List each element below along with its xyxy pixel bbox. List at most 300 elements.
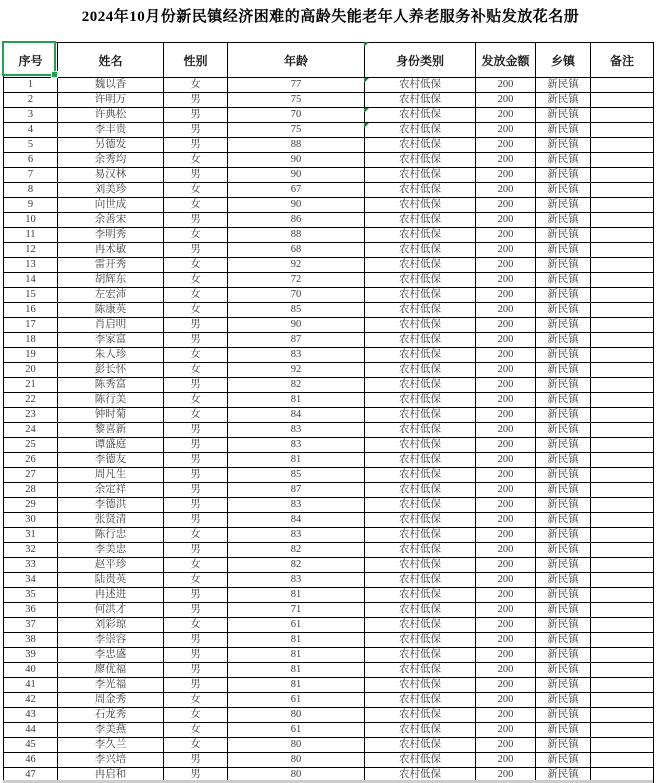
cell-town[interactable]: 新民镇 [536, 318, 591, 333]
cell-identity-type[interactable]: 农村低保 [365, 483, 476, 498]
cell-name[interactable]: 彭长怀 [58, 363, 164, 378]
cell-index[interactable]: 9 [4, 198, 58, 213]
cell-remark[interactable] [591, 393, 654, 408]
cell-remark[interactable] [591, 108, 654, 123]
cell-identity-type[interactable]: 农村低保 [365, 753, 476, 768]
cell-age[interactable]: 88 [228, 228, 365, 243]
cell-index[interactable]: 36 [4, 603, 58, 618]
cell-amount[interactable]: 200 [476, 438, 536, 453]
cell-identity-type[interactable]: 农村低保 [365, 663, 476, 678]
cell-town[interactable]: 新民镇 [536, 753, 591, 768]
cell-town[interactable]: 新民镇 [536, 768, 591, 783]
cell-age[interactable]: 87 [228, 333, 365, 348]
cell-name[interactable]: 李美燕 [58, 723, 164, 738]
cell-index[interactable]: 45 [4, 738, 58, 753]
cell-gender[interactable]: 男 [164, 438, 228, 453]
cell-name[interactable]: 赵平珍 [58, 558, 164, 573]
cell-gender[interactable]: 女 [164, 348, 228, 363]
cell-name[interactable]: 李兴培 [58, 753, 164, 768]
cell-identity-type[interactable]: 农村低保 [365, 228, 476, 243]
cell-index[interactable]: 19 [4, 348, 58, 363]
cell-remark[interactable] [591, 738, 654, 753]
cell-remark[interactable] [591, 678, 654, 693]
cell-identity-type[interactable]: 农村低保 [365, 408, 476, 423]
cell-identity-type[interactable]: 农村低保 [365, 333, 476, 348]
cell-town[interactable]: 新民镇 [536, 123, 591, 138]
cell-town[interactable]: 新民镇 [536, 408, 591, 423]
cell-name[interactable]: 许明万 [58, 93, 164, 108]
cell-name[interactable]: 易汉林 [58, 168, 164, 183]
cell-name[interactable]: 刘彩琼 [58, 618, 164, 633]
cell-amount[interactable]: 200 [476, 168, 536, 183]
cell-index[interactable]: 3 [4, 108, 58, 123]
cell-remark[interactable] [591, 123, 654, 138]
cell-identity-type[interactable]: 农村低保 [365, 498, 476, 513]
cell-remark[interactable] [591, 408, 654, 423]
cell-age[interactable]: 61 [228, 723, 365, 738]
column-header-town[interactable]: 乡镇 [536, 43, 591, 78]
cell-amount[interactable]: 200 [476, 633, 536, 648]
cell-gender[interactable]: 女 [164, 723, 228, 738]
cell-age[interactable]: 85 [228, 303, 365, 318]
cell-town[interactable]: 新民镇 [536, 453, 591, 468]
cell-town[interactable]: 新民镇 [536, 303, 591, 318]
cell-name[interactable]: 陈行美 [58, 393, 164, 408]
cell-gender[interactable]: 男 [164, 588, 228, 603]
cell-amount[interactable]: 200 [476, 648, 536, 663]
cell-gender[interactable]: 女 [164, 258, 228, 273]
cell-town[interactable]: 新民镇 [536, 678, 591, 693]
cell-town[interactable]: 新民镇 [536, 93, 591, 108]
cell-gender[interactable]: 男 [164, 423, 228, 438]
cell-age[interactable]: 83 [228, 528, 365, 543]
cell-name[interactable]: 李久兰 [58, 738, 164, 753]
cell-age[interactable]: 72 [228, 273, 365, 288]
cell-amount[interactable]: 200 [476, 768, 536, 783]
cell-gender[interactable]: 男 [164, 483, 228, 498]
cell-gender[interactable]: 男 [164, 633, 228, 648]
cell-gender[interactable]: 女 [164, 573, 228, 588]
cell-age[interactable]: 82 [228, 543, 365, 558]
cell-identity-type[interactable]: 农村低保 [365, 543, 476, 558]
cell-gender[interactable]: 女 [164, 708, 228, 723]
column-header-gender[interactable]: 性别 [164, 43, 228, 78]
cell-town[interactable]: 新民镇 [536, 723, 591, 738]
cell-gender[interactable]: 男 [164, 663, 228, 678]
cell-amount[interactable]: 200 [476, 573, 536, 588]
cell-remark[interactable] [591, 228, 654, 243]
cell-amount[interactable]: 200 [476, 123, 536, 138]
cell-remark[interactable] [591, 348, 654, 363]
cell-remark[interactable] [591, 588, 654, 603]
cell-index[interactable]: 7 [4, 168, 58, 183]
cell-remark[interactable] [591, 648, 654, 663]
cell-name[interactable]: 许典松 [58, 108, 164, 123]
cell-remark[interactable] [591, 543, 654, 558]
cell-identity-type[interactable]: 农村低保 [365, 153, 476, 168]
cell-town[interactable]: 新民镇 [536, 243, 591, 258]
cell-index[interactable]: 44 [4, 723, 58, 738]
cell-age[interactable]: 80 [228, 753, 365, 768]
cell-town[interactable]: 新民镇 [536, 273, 591, 288]
cell-index[interactable]: 6 [4, 153, 58, 168]
cell-remark[interactable] [591, 468, 654, 483]
cell-age[interactable]: 82 [228, 558, 365, 573]
cell-index[interactable]: 23 [4, 408, 58, 423]
cell-remark[interactable] [591, 603, 654, 618]
cell-amount[interactable]: 200 [476, 363, 536, 378]
cell-town[interactable]: 新民镇 [536, 693, 591, 708]
cell-age[interactable]: 83 [228, 573, 365, 588]
cell-remark[interactable] [591, 93, 654, 108]
cell-age[interactable]: 90 [228, 153, 365, 168]
cell-age[interactable]: 75 [228, 123, 365, 138]
cell-town[interactable]: 新民镇 [536, 738, 591, 753]
cell-age[interactable]: 80 [228, 768, 365, 783]
cell-gender[interactable]: 男 [164, 543, 228, 558]
cell-gender[interactable]: 男 [164, 93, 228, 108]
cell-index[interactable]: 25 [4, 438, 58, 453]
cell-town[interactable]: 新民镇 [536, 588, 591, 603]
cell-gender[interactable]: 男 [164, 678, 228, 693]
cell-name[interactable]: 左宏沛 [58, 288, 164, 303]
cell-index[interactable]: 17 [4, 318, 58, 333]
cell-gender[interactable]: 女 [164, 303, 228, 318]
cell-town[interactable]: 新民镇 [536, 288, 591, 303]
cell-gender[interactable]: 男 [164, 453, 228, 468]
cell-age[interactable]: 81 [228, 633, 365, 648]
cell-age[interactable]: 70 [228, 108, 365, 123]
cell-amount[interactable]: 200 [476, 468, 536, 483]
cell-index[interactable]: 33 [4, 558, 58, 573]
cell-remark[interactable] [591, 423, 654, 438]
cell-remark[interactable] [591, 528, 654, 543]
cell-amount[interactable]: 200 [476, 333, 536, 348]
cell-gender[interactable]: 男 [164, 768, 228, 783]
cell-identity-type[interactable]: 农村低保 [365, 213, 476, 228]
cell-identity-type[interactable]: 农村低保 [365, 468, 476, 483]
cell-remark[interactable] [591, 513, 654, 528]
cell-index[interactable]: 43 [4, 708, 58, 723]
cell-amount[interactable]: 200 [476, 393, 536, 408]
cell-identity-type[interactable]: 农村低保 [365, 138, 476, 153]
cell-remark[interactable] [591, 723, 654, 738]
cell-name[interactable]: 李忠盛 [58, 648, 164, 663]
cell-name[interactable]: 陈康英 [58, 303, 164, 318]
cell-town[interactable]: 新民镇 [536, 483, 591, 498]
cell-remark[interactable] [591, 498, 654, 513]
cell-town[interactable]: 新民镇 [536, 498, 591, 513]
cell-identity-type[interactable]: 农村低保 [365, 603, 476, 618]
cell-age[interactable]: 92 [228, 363, 365, 378]
cell-age[interactable]: 67 [228, 183, 365, 198]
cell-index[interactable]: 16 [4, 303, 58, 318]
cell-town[interactable]: 新民镇 [536, 573, 591, 588]
cell-index[interactable]: 34 [4, 573, 58, 588]
cell-identity-type[interactable]: 农村低保 [365, 423, 476, 438]
cell-remark[interactable] [591, 333, 654, 348]
cell-town[interactable]: 新民镇 [536, 258, 591, 273]
cell-remark[interactable] [591, 243, 654, 258]
cell-identity-type[interactable]: 农村低保 [365, 708, 476, 723]
cell-town[interactable]: 新民镇 [536, 228, 591, 243]
cell-name[interactable]: 李明秀 [58, 228, 164, 243]
cell-identity-type[interactable]: 农村低保 [365, 738, 476, 753]
cell-gender[interactable]: 女 [164, 408, 228, 423]
cell-gender[interactable]: 女 [164, 738, 228, 753]
cell-index[interactable]: 20 [4, 363, 58, 378]
cell-name[interactable]: 李崇容 [58, 633, 164, 648]
cell-gender[interactable]: 男 [164, 318, 228, 333]
cell-name[interactable]: 李丰贵 [58, 123, 164, 138]
cell-remark[interactable] [591, 633, 654, 648]
cell-amount[interactable]: 200 [476, 138, 536, 153]
cell-index[interactable]: 30 [4, 513, 58, 528]
cell-town[interactable]: 新民镇 [536, 618, 591, 633]
cell-town[interactable]: 新民镇 [536, 213, 591, 228]
cell-amount[interactable]: 200 [476, 663, 536, 678]
cell-name[interactable]: 李光福 [58, 678, 164, 693]
cell-gender[interactable]: 女 [164, 198, 228, 213]
cell-identity-type[interactable]: 农村低保 [365, 378, 476, 393]
cell-identity-type[interactable]: 农村低保 [365, 303, 476, 318]
cell-name[interactable]: 余秀均 [58, 153, 164, 168]
cell-gender[interactable]: 女 [164, 288, 228, 303]
cell-remark[interactable] [591, 573, 654, 588]
column-header-name[interactable]: 姓名 [58, 43, 164, 78]
cell-amount[interactable]: 200 [476, 618, 536, 633]
cell-amount[interactable]: 200 [476, 228, 536, 243]
cell-gender[interactable]: 男 [164, 213, 228, 228]
cell-identity-type[interactable]: 农村低保 [365, 693, 476, 708]
cell-remark[interactable] [591, 318, 654, 333]
cell-age[interactable]: 61 [228, 618, 365, 633]
cell-gender[interactable]: 女 [164, 78, 228, 93]
cell-remark[interactable] [591, 708, 654, 723]
cell-index[interactable]: 46 [4, 753, 58, 768]
cell-town[interactable]: 新民镇 [536, 528, 591, 543]
cell-age[interactable]: 88 [228, 138, 365, 153]
cell-gender[interactable]: 女 [164, 618, 228, 633]
cell-amount[interactable]: 200 [476, 378, 536, 393]
cell-identity-type[interactable]: 农村低保 [365, 273, 476, 288]
cell-age[interactable]: 81 [228, 678, 365, 693]
cell-amount[interactable]: 200 [476, 408, 536, 423]
cell-remark[interactable] [591, 198, 654, 213]
cell-age[interactable]: 61 [228, 693, 365, 708]
cell-gender[interactable]: 女 [164, 393, 228, 408]
cell-name[interactable]: 另德发 [58, 138, 164, 153]
cell-name[interactable]: 周金秀 [58, 693, 164, 708]
cell-age[interactable]: 80 [228, 738, 365, 753]
cell-amount[interactable]: 200 [476, 258, 536, 273]
cell-name[interactable]: 朱人珍 [58, 348, 164, 363]
cell-town[interactable]: 新民镇 [536, 708, 591, 723]
cell-index[interactable]: 8 [4, 183, 58, 198]
cell-amount[interactable]: 200 [476, 528, 536, 543]
cell-amount[interactable]: 200 [476, 183, 536, 198]
cell-name[interactable]: 张贤清 [58, 513, 164, 528]
cell-remark[interactable] [591, 303, 654, 318]
cell-remark[interactable] [591, 363, 654, 378]
cell-index[interactable]: 27 [4, 468, 58, 483]
cell-town[interactable]: 新民镇 [536, 168, 591, 183]
cell-index[interactable]: 13 [4, 258, 58, 273]
cell-name[interactable]: 廖优福 [58, 663, 164, 678]
cell-identity-type[interactable]: 农村低保 [365, 618, 476, 633]
cell-age[interactable]: 81 [228, 453, 365, 468]
cell-name[interactable]: 余善宋 [58, 213, 164, 228]
cell-remark[interactable] [591, 378, 654, 393]
cell-identity-type[interactable]: 农村低保 [365, 558, 476, 573]
cell-age[interactable]: 84 [228, 513, 365, 528]
cell-amount[interactable]: 200 [476, 213, 536, 228]
column-header-index[interactable]: 序号 [4, 43, 58, 78]
cell-identity-type[interactable]: 农村低保 [365, 528, 476, 543]
cell-age[interactable]: 87 [228, 483, 365, 498]
cell-gender[interactable]: 女 [164, 528, 228, 543]
cell-amount[interactable]: 200 [476, 483, 536, 498]
cell-name[interactable]: 陈行忠 [58, 528, 164, 543]
cell-gender[interactable]: 女 [164, 363, 228, 378]
cell-remark[interactable] [591, 558, 654, 573]
cell-index[interactable]: 42 [4, 693, 58, 708]
cell-gender[interactable]: 女 [164, 693, 228, 708]
cell-name[interactable]: 胡辉东 [58, 273, 164, 288]
cell-age[interactable]: 85 [228, 468, 365, 483]
cell-index[interactable]: 47 [4, 768, 58, 783]
cell-town[interactable]: 新民镇 [536, 438, 591, 453]
cell-identity-type[interactable]: 农村低保 [365, 648, 476, 663]
cell-age[interactable]: 80 [228, 708, 365, 723]
cell-index[interactable]: 18 [4, 333, 58, 348]
cell-remark[interactable] [591, 183, 654, 198]
cell-index[interactable]: 28 [4, 483, 58, 498]
cell-town[interactable]: 新民镇 [536, 153, 591, 168]
cell-name[interactable]: 向世成 [58, 198, 164, 213]
cell-amount[interactable]: 200 [476, 678, 536, 693]
cell-remark[interactable] [591, 168, 654, 183]
cell-index[interactable]: 24 [4, 423, 58, 438]
cell-amount[interactable]: 200 [476, 348, 536, 363]
cell-town[interactable]: 新民镇 [536, 558, 591, 573]
cell-age[interactable]: 68 [228, 243, 365, 258]
cell-name[interactable]: 冉术敏 [58, 243, 164, 258]
cell-identity-type[interactable]: 农村低保 [365, 573, 476, 588]
cell-age[interactable]: 81 [228, 588, 365, 603]
cell-identity-type[interactable]: 农村低保 [365, 78, 476, 93]
cell-index[interactable]: 26 [4, 453, 58, 468]
cell-amount[interactable]: 200 [476, 558, 536, 573]
cell-identity-type[interactable]: 农村低保 [365, 183, 476, 198]
cell-age[interactable]: 71 [228, 603, 365, 618]
cell-town[interactable]: 新民镇 [536, 603, 591, 618]
cell-identity-type[interactable]: 农村低保 [365, 198, 476, 213]
cell-identity-type[interactable]: 农村低保 [365, 678, 476, 693]
cell-gender[interactable]: 男 [164, 603, 228, 618]
cell-name[interactable]: 李德友 [58, 453, 164, 468]
cell-name[interactable]: 谭盛庭 [58, 438, 164, 453]
cell-gender[interactable]: 男 [164, 513, 228, 528]
cell-gender[interactable]: 女 [164, 273, 228, 288]
cell-remark[interactable] [591, 213, 654, 228]
cell-name[interactable]: 魏以香 [58, 78, 164, 93]
cell-identity-type[interactable]: 农村低保 [365, 288, 476, 303]
cell-town[interactable]: 新民镇 [536, 78, 591, 93]
cell-town[interactable]: 新民镇 [536, 468, 591, 483]
cell-index[interactable]: 31 [4, 528, 58, 543]
cell-amount[interactable]: 200 [476, 78, 536, 93]
cell-name[interactable]: 钟时菊 [58, 408, 164, 423]
cell-town[interactable]: 新民镇 [536, 108, 591, 123]
cell-amount[interactable]: 200 [476, 93, 536, 108]
cell-name[interactable]: 雷开秀 [58, 258, 164, 273]
cell-index[interactable]: 14 [4, 273, 58, 288]
cell-amount[interactable]: 200 [476, 318, 536, 333]
cell-remark[interactable] [591, 753, 654, 768]
cell-age[interactable]: 81 [228, 663, 365, 678]
cell-identity-type[interactable]: 农村低保 [365, 588, 476, 603]
cell-name[interactable]: 石龙秀 [58, 708, 164, 723]
cell-index[interactable]: 11 [4, 228, 58, 243]
cell-gender[interactable]: 男 [164, 648, 228, 663]
cell-gender[interactable]: 男 [164, 243, 228, 258]
cell-town[interactable]: 新民镇 [536, 333, 591, 348]
cell-index[interactable]: 32 [4, 543, 58, 558]
cell-identity-type[interactable]: 农村低保 [365, 363, 476, 378]
cell-remark[interactable] [591, 663, 654, 678]
cell-index[interactable]: 12 [4, 243, 58, 258]
cell-gender[interactable]: 女 [164, 558, 228, 573]
cell-age[interactable]: 83 [228, 423, 365, 438]
cell-amount[interactable]: 200 [476, 198, 536, 213]
cell-remark[interactable] [591, 78, 654, 93]
cell-gender[interactable]: 男 [164, 468, 228, 483]
cell-identity-type[interactable]: 农村低保 [365, 723, 476, 738]
cell-gender[interactable]: 男 [164, 138, 228, 153]
cell-amount[interactable]: 200 [476, 453, 536, 468]
cell-identity-type[interactable]: 农村低保 [365, 123, 476, 138]
cell-index[interactable]: 40 [4, 663, 58, 678]
cell-identity-type[interactable]: 农村低保 [365, 108, 476, 123]
cell-gender[interactable]: 男 [164, 168, 228, 183]
cell-remark[interactable] [591, 273, 654, 288]
cell-gender[interactable]: 男 [164, 108, 228, 123]
cell-identity-type[interactable]: 农村低保 [365, 93, 476, 108]
cell-age[interactable]: 81 [228, 393, 365, 408]
cell-age[interactable]: 84 [228, 408, 365, 423]
cell-gender[interactable]: 男 [164, 333, 228, 348]
column-header-remark[interactable]: 备注 [591, 43, 654, 78]
cell-town[interactable]: 新民镇 [536, 543, 591, 558]
cell-remark[interactable] [591, 618, 654, 633]
cell-town[interactable]: 新民镇 [536, 633, 591, 648]
cell-age[interactable]: 70 [228, 288, 365, 303]
cell-age[interactable]: 90 [228, 318, 365, 333]
cell-amount[interactable]: 200 [476, 723, 536, 738]
cell-amount[interactable]: 200 [476, 738, 536, 753]
cell-town[interactable]: 新民镇 [536, 393, 591, 408]
cell-town[interactable]: 新民镇 [536, 348, 591, 363]
cell-gender[interactable]: 男 [164, 753, 228, 768]
cell-gender[interactable]: 男 [164, 123, 228, 138]
cell-identity-type[interactable]: 农村低保 [365, 318, 476, 333]
cell-age[interactable]: 83 [228, 438, 365, 453]
cell-age[interactable]: 77 [228, 78, 365, 93]
cell-name[interactable]: 陈秀富 [58, 378, 164, 393]
cell-town[interactable]: 新民镇 [536, 513, 591, 528]
cell-town[interactable]: 新民镇 [536, 363, 591, 378]
